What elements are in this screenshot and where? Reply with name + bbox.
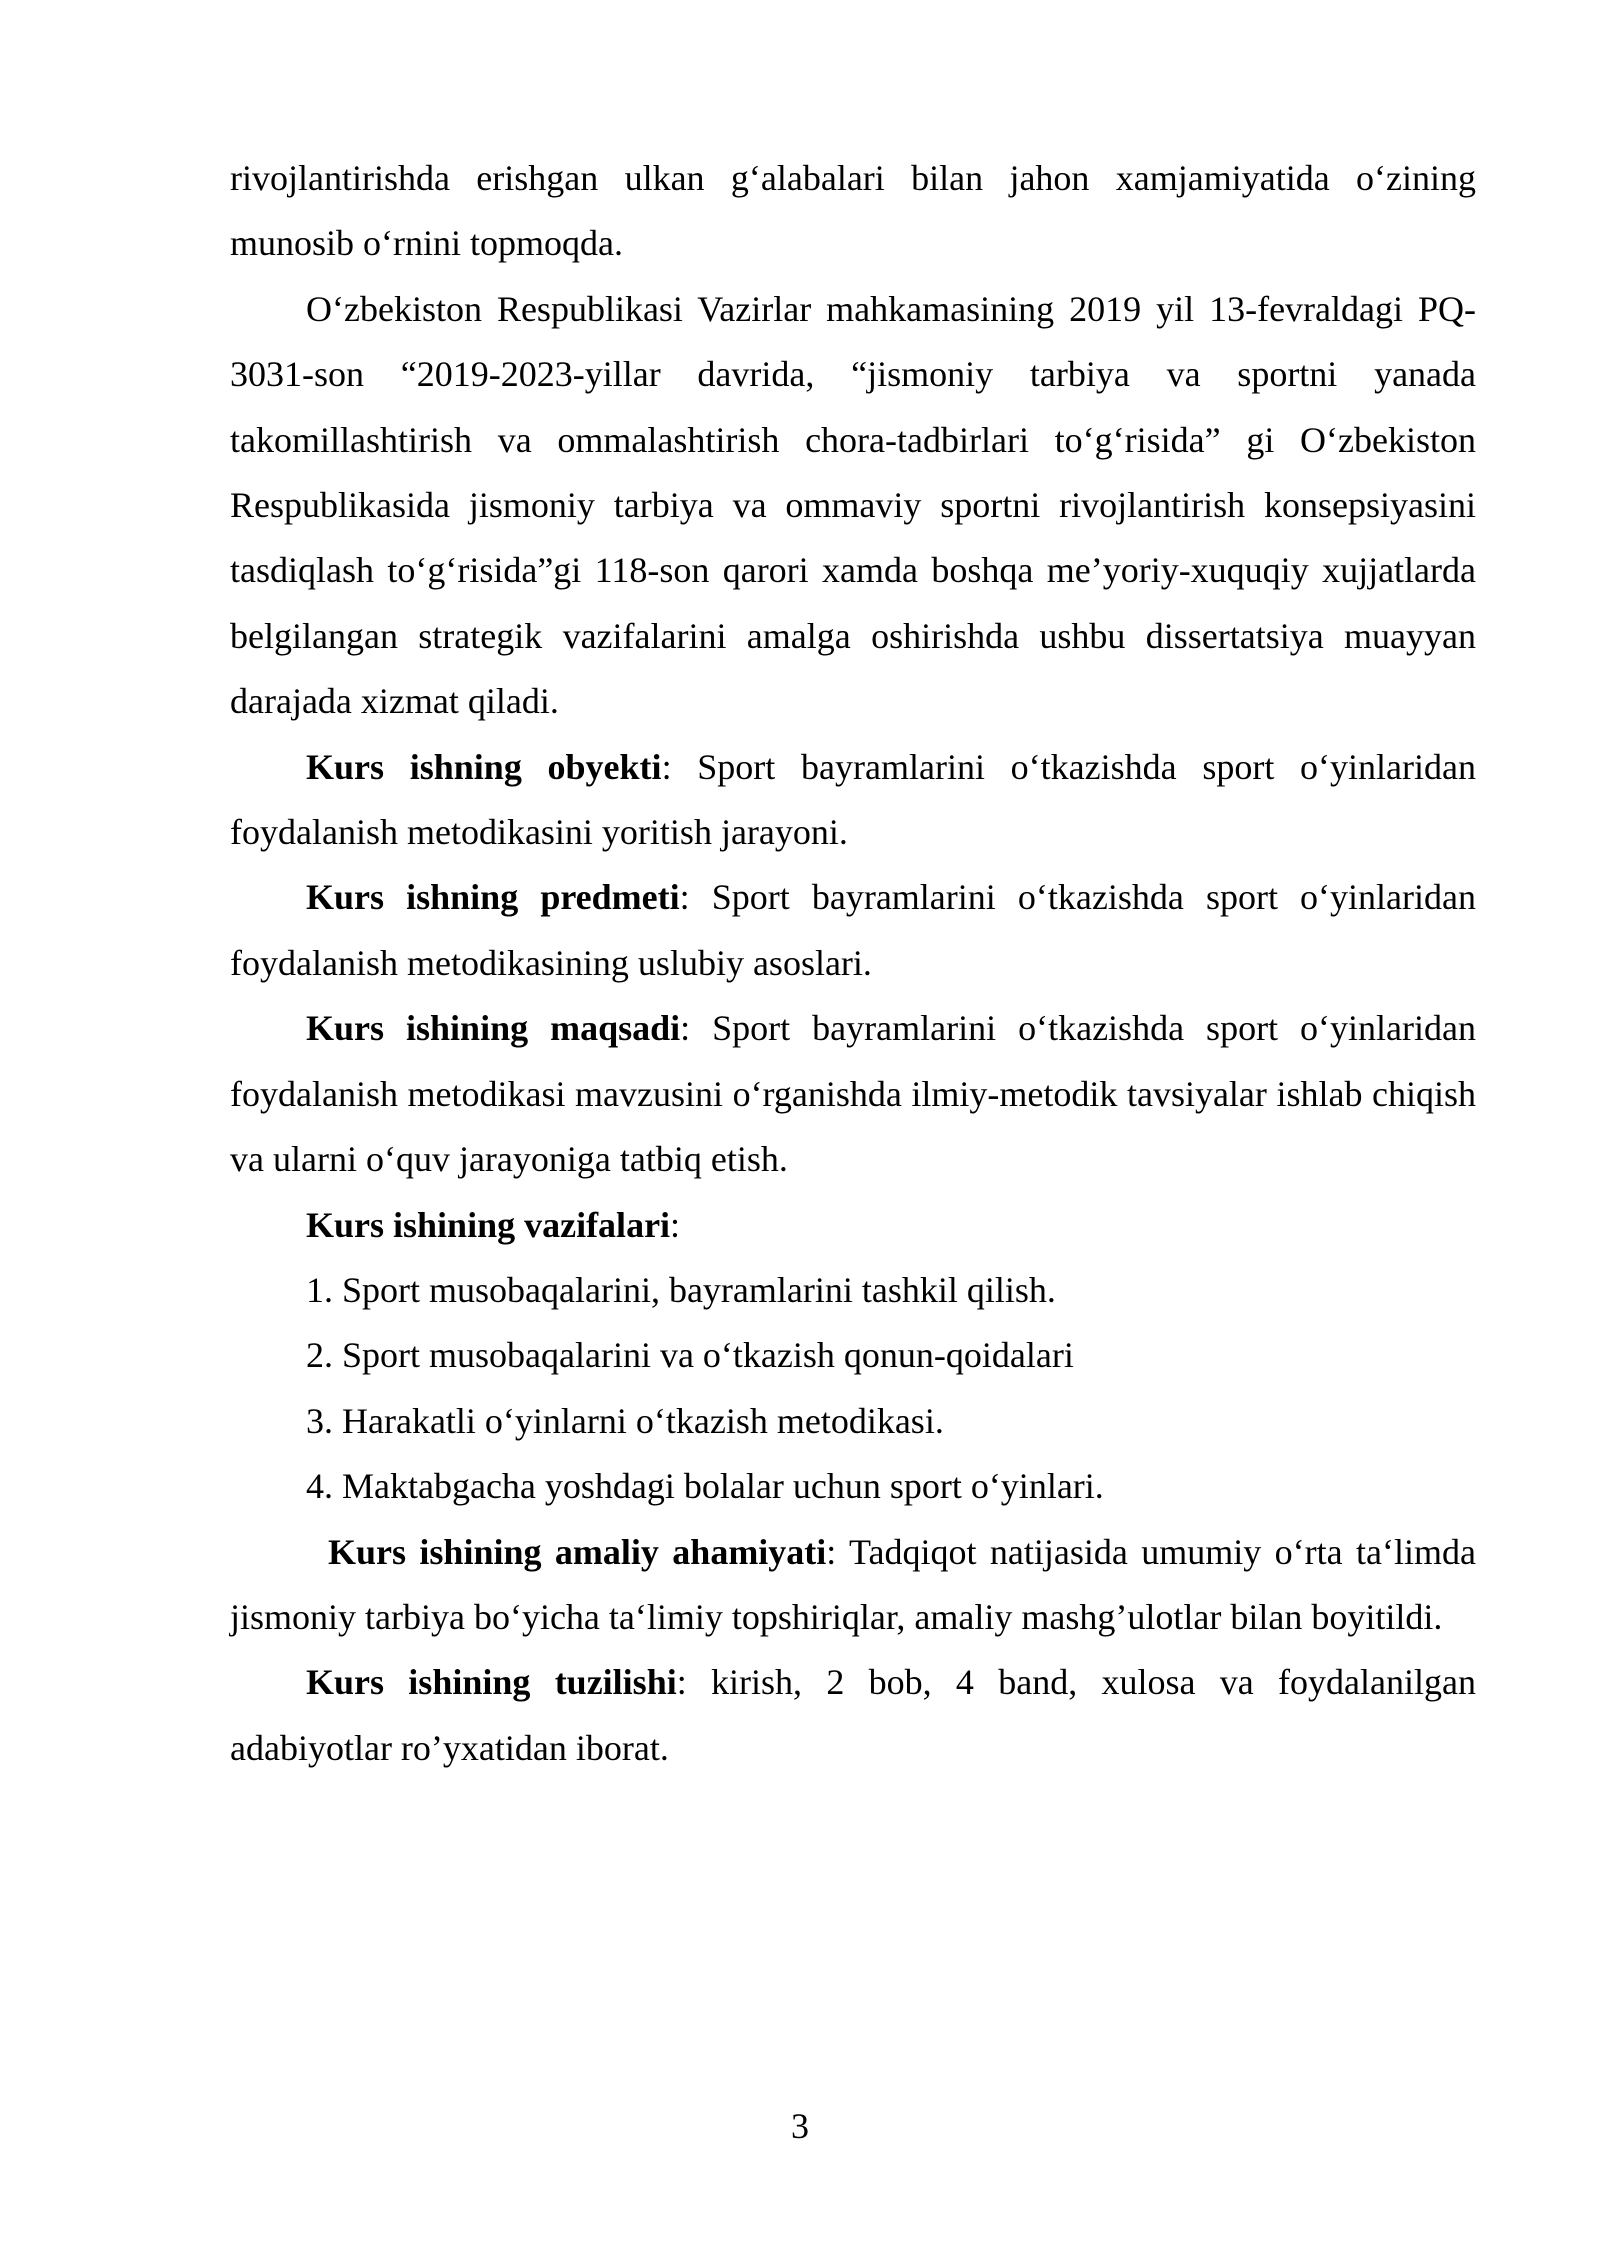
paragraph-goal	[230, 996, 1476, 1192]
paragraph-subject	[230, 865, 1476, 996]
task-item: 2. Sport musobaqalarini va o‘tkazish qonun-qoidalari	[306, 1335, 1074, 1376]
practical-text: : Tadqiqot natijasida umumiy o‘rta ta‘limda jismoniy tarbiya bo‘yicha ta‘limiy topshiriqlar, amaliy mashg’ulotlar bilan boyitildi.	[230, 1531, 1476, 1637]
object-label: Kurs ishning obyekti	[306, 746, 662, 787]
paragraph-practical	[230, 1520, 1476, 1651]
paragraph-structure	[230, 1650, 1476, 1781]
structure-label: Kurs ishining tuzilishi	[306, 1662, 677, 1703]
goal-text: : Sport bayramlarini o‘tkazishda sport o‘yinlaridan foydalanish metodikasi mavzusini o‘rganishda ilmiy-metodik tavsiyalar ishlab chiqish va ularni o‘quv jarayoniga tatbiq etish.	[230, 1008, 1477, 1180]
practical-label: Kurs ishining amaliy ahamiyati	[328, 1531, 827, 1572]
structure-text: : kirish, 2 bob, 4 band, xulosa va foydalanilgan adabiyotlar ro’yxatidan iborat.	[230, 1662, 1476, 1768]
task-item: 3. Harakatli o‘yinlarni o‘tkazish metodikasi.	[306, 1400, 944, 1441]
task-item: 1. Sport musobaqalarini, bayramlarini tashkil qilish.	[306, 1269, 1056, 1310]
subject-label: Kurs ishning predmeti	[306, 877, 680, 918]
task-item: 4. Maktabgacha yoshdagi bolalar uchun sport o‘yinlari.	[306, 1466, 1104, 1507]
page-number: 3	[791, 2106, 809, 2146]
object-text: : Sport bayramlarini o‘tkazishda sport o‘yinlaridan foydalanish metodikasini yoritish jarayoni.	[230, 746, 1477, 853]
paragraph-legal-basis: O‘zbekiston Respublikasi Vazirlar mahkamasining 2019 yil 13-fevraldagi PQ-3031-son “2019-2023-yillar davrida, “jismoniy tarbiya va sportni yanada takomillashtirish va ommalashtirish chora-tadbirlari to‘g‘risida” gi O‘zbekiston Respublikasida jismoniy tarbiya va ommaviy sportni rivojlantirish konsepsiyasini tasdiqlash to‘g‘risida”gi 118-son qarori xamda boshqa me’yoriy-xuquqiy xujjatlarda belgilangan strategik vazifalarini amalga oshirishda ushbu dissertatsiya muayyan darajada xizmat qiladi.	[230, 288, 1476, 722]
tasks-label: Kurs ishining vazifalari	[306, 1204, 671, 1245]
paragraph-tasks-heading	[230, 1193, 1476, 1258]
tasks-colon: :	[670, 1204, 681, 1245]
paragraph-object	[230, 735, 1476, 866]
subject-text: : Sport bayramlarini o‘tkazishda sport o‘yinlaridan foydalanish metodikasining uslubiy asoslari.	[230, 877, 1476, 983]
document-body	[230, 146, 1476, 1781]
paragraph-continuation: rivojlantirishda erishgan ulkan g‘alabalari bilan jahon xamjamiyatida o‘zining munosib o‘rnini topmoqda.	[230, 158, 1476, 264]
goal-label: Kurs ishining maqsadi	[306, 1008, 681, 1049]
